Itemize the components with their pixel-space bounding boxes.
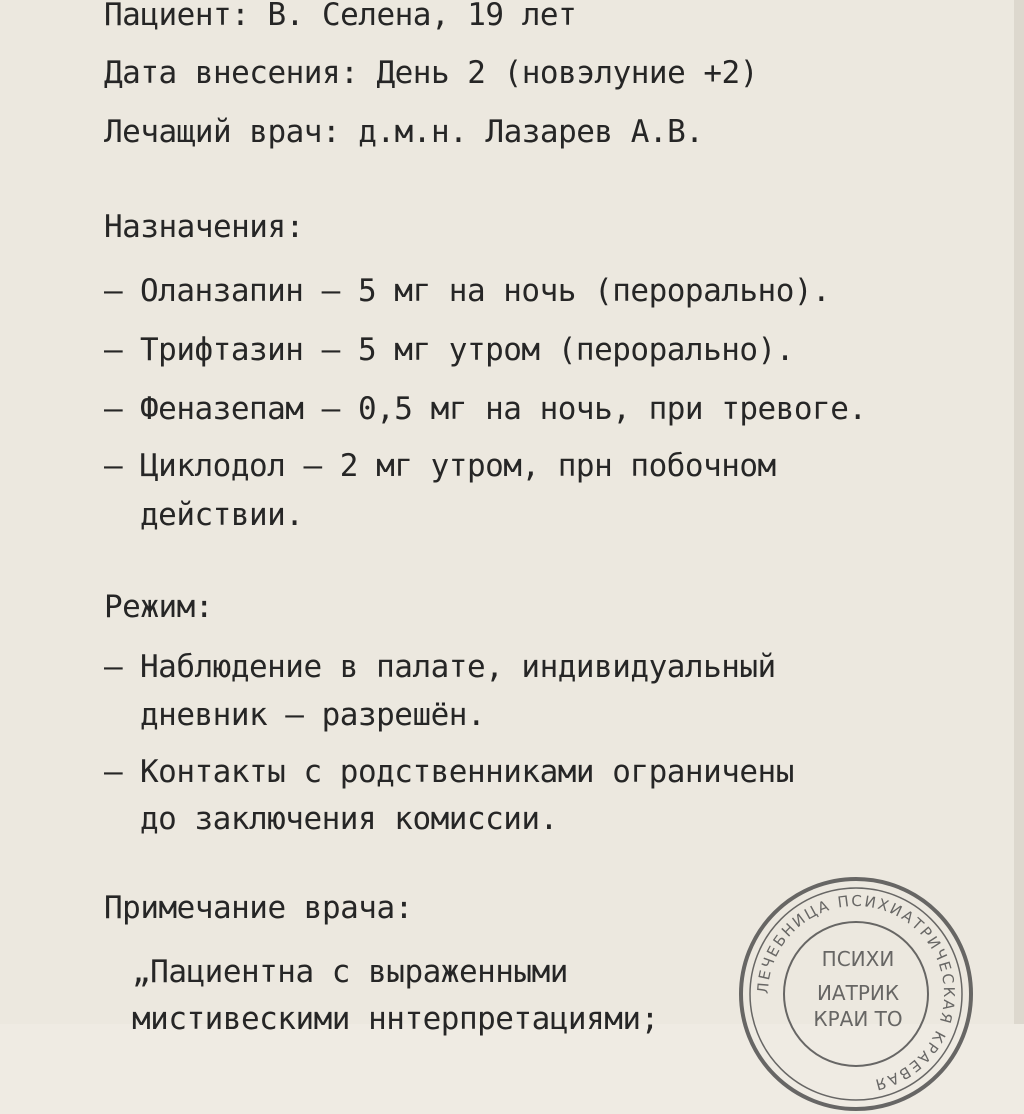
stamp-center-text: ИАТРИК <box>816 981 900 1005</box>
regime-item <box>104 649 776 685</box>
prescription-item <box>104 391 867 427</box>
list-dash: – <box>104 273 123 309</box>
regime-heading: Режим: <box>104 589 213 625</box>
stamp-ring-text: ЛЕЧЕБНИЦА ПСИХИАТРИЧЕСКАЯ КРАЕВАЯ <box>753 891 959 1095</box>
list-dash: – <box>104 448 123 484</box>
list-dash: – <box>104 332 123 368</box>
regime-item <box>104 754 794 790</box>
doctor-note-line: мистивескими ннтерпретациями; <box>132 1001 659 1037</box>
list-dash: – <box>104 754 123 790</box>
prescription-text: Циклодол – 2 мг утром, прн побочном <box>140 448 776 484</box>
patient-line: Пациент: В. Селена, 19 лет <box>104 0 577 33</box>
doctor-note-heading: Примечание врача: <box>104 890 413 926</box>
clinic-stamp-seal <box>736 874 976 1114</box>
prescription-text: Феназепам – 0,5 мг на ночь, при тревоге. <box>140 391 867 427</box>
doctor-note-line: „Пациентна с выраженными <box>132 954 568 990</box>
prescriptions-heading: Назначения: <box>104 209 304 245</box>
prescription-item <box>104 448 776 484</box>
stamp-center-text: КРАИ ТО <box>813 1007 903 1031</box>
list-dash: – <box>104 391 123 427</box>
regime-continuation: дневник – разрешён. <box>140 697 486 733</box>
prescription-text: Трифтазин – 5 мг утром (перорально). <box>140 332 794 368</box>
prescription-text: Оланзапин – 5 мг на ночь (перорально). <box>140 273 831 309</box>
entry-date-line: Дата внесения: День 2 (новэлуние +2) <box>104 55 758 91</box>
attending-doctor-line: Лечащий врач: д.м.н. Лазарев А.В. <box>104 114 704 150</box>
list-dash: – <box>104 649 123 685</box>
prescription-item <box>104 273 831 309</box>
stamp-center-text: ПСИХИ <box>821 947 895 971</box>
regime-text: Наблюдение в палате, индивидуальный <box>140 649 776 685</box>
regime-continuation: до заключения комиссии. <box>140 801 558 837</box>
regime-text: Контакты с родственниками ограничены <box>140 754 794 790</box>
prescription-continuation: действии. <box>140 497 304 533</box>
prescription-item <box>104 332 794 368</box>
